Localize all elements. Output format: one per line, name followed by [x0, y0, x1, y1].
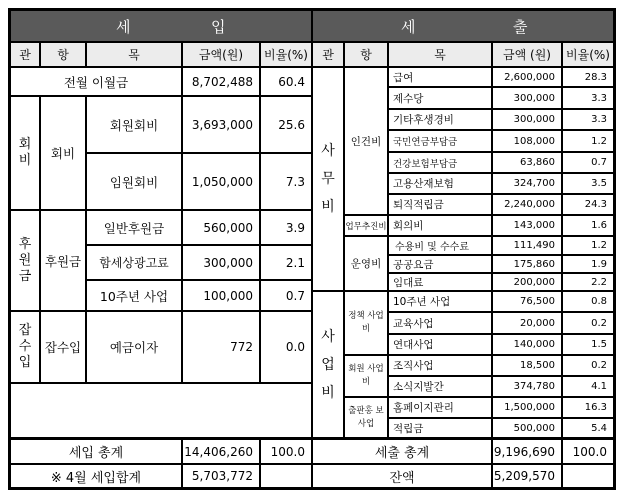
officer-fee-label: 임원회비: [86, 153, 182, 210]
interest-ratio: 0.0: [260, 311, 312, 383]
meeting-amount: 143,000: [492, 215, 562, 236]
sponsorship-gwan: 후원금: [10, 210, 40, 311]
ad-fee-label: 함세상광고료: [86, 245, 182, 280]
general-sponsor-ratio: 3.9: [260, 210, 312, 245]
reserve-ratio: 5.4: [562, 418, 614, 438]
sponsorship-hang: 후원금: [40, 210, 86, 311]
publishing-hang: 출판홍 보사업: [344, 397, 388, 438]
ad-fee-amount: 300,000: [182, 245, 260, 280]
expense-col-ratio: 비율(%): [562, 42, 614, 67]
member-fee-label: 회원회비: [86, 96, 182, 153]
salary-label: 급여: [388, 67, 492, 87]
pension-amount: 108,000: [492, 130, 562, 152]
income-col-amount: 금액(원): [182, 42, 260, 67]
education-ratio: 0.2: [562, 312, 614, 334]
anniv-exp-amount: 76,500: [492, 291, 562, 312]
ad-fee-ratio: 2.1: [260, 245, 312, 280]
income-blank-area: [10, 383, 312, 438]
organizing-amount: 18,500: [492, 355, 562, 376]
carryover-ratio: 60.4: [260, 67, 312, 96]
newsletter-ratio: 4.1: [562, 376, 614, 397]
income-col-ratio: 비율(%): [260, 42, 312, 67]
member-project-hang: 회원 사업비: [344, 355, 388, 397]
welfare-amount: 300,000: [492, 109, 562, 130]
expense-title-a: 세: [401, 17, 418, 36]
meeting-label: 회의비: [388, 215, 492, 236]
fees-ratio: 1.2: [562, 236, 614, 255]
anniv-project-amount: 100,000: [182, 280, 260, 311]
income-title-b: 입: [211, 17, 228, 36]
reserve-amount: 500,000: [492, 418, 562, 438]
solidarity-label: 연대사업: [388, 334, 492, 355]
pension-ratio: 1.2: [562, 130, 614, 152]
april-income-amount: 5,703,772: [182, 464, 260, 488]
newsletter-label: 소식지발간: [388, 376, 492, 397]
allowance-label: 제수당: [388, 87, 492, 109]
membership-hang: 회비: [40, 96, 86, 210]
center-divider: [311, 10, 313, 488]
misc-gwan: 잡수입: [10, 311, 40, 383]
interest-label: 예금이자: [86, 311, 182, 383]
carryover-label: 전월 이월금: [10, 67, 182, 96]
employment-insurance-label: 고용산재보험: [388, 173, 492, 194]
employment-insurance-ratio: 3.5: [562, 173, 614, 194]
officer-fee-amount: 1,050,000: [182, 153, 260, 210]
membership-gwan: 회비: [10, 96, 40, 210]
project-gwan: 사업비: [312, 291, 344, 438]
severance-ratio: 24.3: [562, 194, 614, 215]
income-col-hang: 항: [40, 42, 86, 67]
reserve-label: 적립금: [388, 418, 492, 438]
income-header: [10, 10, 312, 42]
general-sponsor-amount: 560,000: [182, 210, 260, 245]
rent-amount: 200,000: [492, 273, 562, 291]
expense-col-gwan: 관: [312, 42, 344, 67]
member-fee-ratio: 25.6: [260, 96, 312, 153]
welfare-label: 기타후생경비: [388, 109, 492, 130]
solidarity-amount: 140,000: [492, 334, 562, 355]
general-sponsor-label: 일반후원금: [86, 210, 182, 245]
balance-label: 잔액: [312, 464, 492, 488]
utilities-label: 공공요금: [388, 255, 492, 273]
organizing-label: 조직사업: [388, 355, 492, 376]
balance-blank: [562, 464, 614, 488]
allowance-amount: 300,000: [492, 87, 562, 109]
income-col-gwan: 관: [10, 42, 40, 67]
newsletter-amount: 374,780: [492, 376, 562, 397]
health-ratio: 0.7: [562, 152, 614, 173]
solidarity-ratio: 1.5: [562, 334, 614, 355]
anniv-project-ratio: 0.7: [260, 280, 312, 311]
pension-label: 국민연금부담금: [388, 130, 492, 152]
welfare-ratio: 3.3: [562, 109, 614, 130]
expense-col-mok: 목: [388, 42, 492, 67]
member-fee-amount: 3,693,000: [182, 96, 260, 153]
anniv-exp-ratio: 0.8: [562, 291, 614, 312]
meeting-ratio: 1.6: [562, 215, 614, 236]
utilities-amount: 175,860: [492, 255, 562, 273]
allowance-ratio: 3.3: [562, 87, 614, 109]
april-income-blank: [260, 464, 312, 488]
april-income-label: ※ 4월 세입합계: [10, 464, 182, 488]
fees-amount: 111,490: [492, 236, 562, 255]
fees-label: 수용비 및 수수료: [388, 236, 492, 255]
health-amount: 63,860: [492, 152, 562, 173]
operating-hang: 운영비: [344, 236, 388, 291]
interest-amount: 772: [182, 311, 260, 383]
expense-header: [312, 10, 614, 42]
rent-ratio: 2.2: [562, 273, 614, 291]
salary-amount: 2,600,000: [492, 67, 562, 87]
expense-total-ratio: 100.0: [562, 438, 614, 464]
homepage-ratio: 16.3: [562, 397, 614, 418]
income-total-ratio: 100.0: [260, 438, 312, 464]
income-total-label: 세입 총계: [10, 438, 182, 464]
income-title-a: 세: [116, 17, 133, 36]
policy-hang: 정책 사업비: [344, 291, 388, 355]
utilities-ratio: 1.9: [562, 255, 614, 273]
expense-total-amount: 9,196,690: [492, 438, 562, 464]
office-gwan: 사무비: [312, 67, 344, 291]
education-label: 교육사업: [388, 312, 492, 334]
anniv-project-label: 10주년 사업: [86, 280, 182, 311]
expense-title-b: 출: [513, 17, 530, 36]
carryover-amount: 8,702,488: [182, 67, 260, 96]
expense-col-hang: 항: [344, 42, 388, 67]
business-promo-hang: 업무추진비: [344, 215, 388, 236]
severance-label: 퇴직적립금: [388, 194, 492, 215]
severance-amount: 2,240,000: [492, 194, 562, 215]
salary-ratio: 28.3: [562, 67, 614, 87]
officer-fee-ratio: 7.3: [260, 153, 312, 210]
organizing-ratio: 0.2: [562, 355, 614, 376]
income-total-amount: 14,406,260: [182, 438, 260, 464]
employment-insurance-amount: 324,700: [492, 173, 562, 194]
expense-col-amount: 금액 (원): [492, 42, 562, 67]
misc-hang: 잡수입: [40, 311, 86, 383]
rent-label: 임대료: [388, 273, 492, 291]
homepage-amount: 1,500,000: [492, 397, 562, 418]
expense-total-label: 세출 총계: [312, 438, 492, 464]
income-col-mok: 목: [86, 42, 182, 67]
anniv-exp-label: 10주년 사업: [388, 291, 492, 312]
budget-table: [8, 8, 616, 490]
education-amount: 20,000: [492, 312, 562, 334]
balance-amount: 5,209,570: [492, 464, 562, 488]
homepage-label: 홈페이지관리: [388, 397, 492, 418]
personnel-hang: 인건비: [344, 67, 388, 215]
health-label: 건강보험부담금: [388, 152, 492, 173]
